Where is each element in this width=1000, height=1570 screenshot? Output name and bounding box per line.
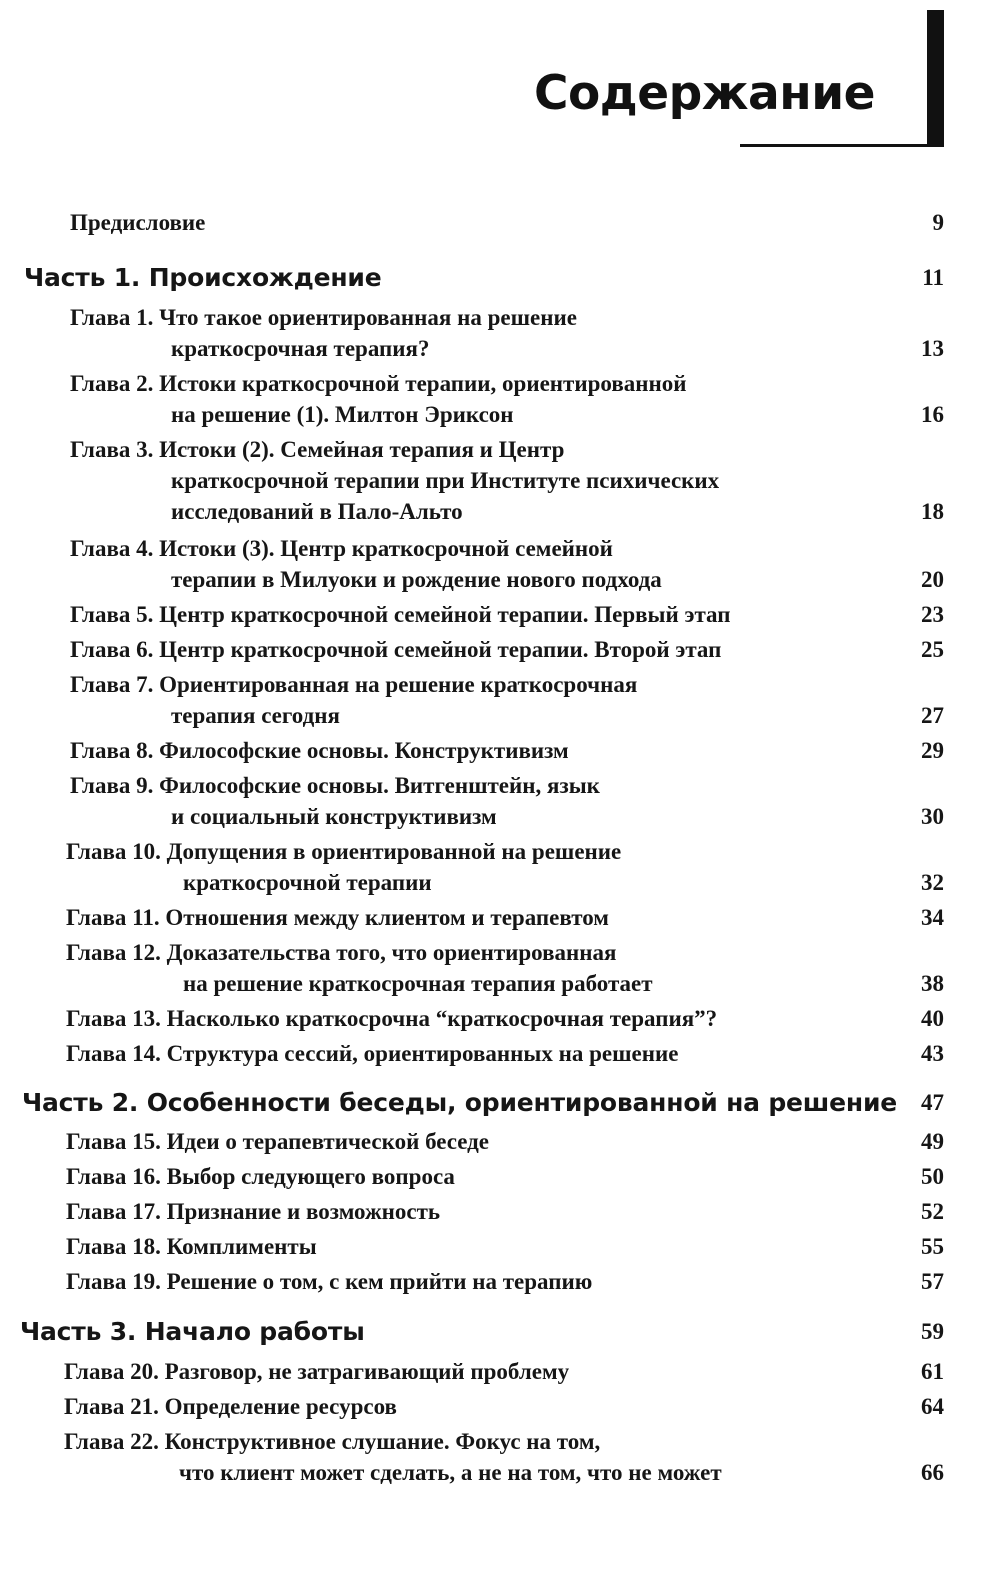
chapter-label: Глава 17. — [66, 1199, 161, 1224]
chapter-page: 40 — [921, 1006, 944, 1031]
preface-label: Предисловие — [70, 210, 206, 235]
chapter-label: Глава 18. — [66, 1234, 161, 1259]
chapter-label: Глава 21. — [64, 1394, 159, 1419]
chapter-page: 25 — [921, 637, 944, 662]
chapter-label: Глава 10. — [66, 839, 161, 864]
chapter-label: Глава 3. — [70, 437, 154, 462]
chapter-title-line: краткосрочная терапия? — [171, 336, 430, 361]
chapter-page: 61 — [921, 1359, 944, 1384]
chapter-page: 27 — [921, 703, 944, 728]
chapter-title-line: Структура сессий, ориентированных на решение — [166, 1041, 679, 1066]
chapter-label: Глава 22. — [64, 1429, 159, 1454]
part-2-page: 47 — [921, 1090, 944, 1115]
chapter-title-line: Разговор, не затрагивающий проблему — [164, 1359, 570, 1384]
chapter-title-line: Выбор следующего вопроса — [166, 1164, 455, 1189]
chapter-label: Глава 14. — [66, 1041, 161, 1066]
chapter-label: Глава 16. — [66, 1164, 161, 1189]
part-3-label: Часть 3. Начало работы — [20, 1317, 365, 1346]
chapter-title-line: Истоки краткосрочной терапии, ориентированной — [159, 371, 687, 396]
chapter-label: Глава 19. — [66, 1269, 161, 1294]
chapter-title-line: Центр краткосрочной семейной терапии. Второй этап — [159, 637, 722, 662]
chapter-title-line: терапия сегодня — [171, 703, 340, 728]
chapter-label: Глава 2. — [70, 371, 154, 396]
part-3-page: 59 — [921, 1319, 944, 1344]
header-bar — [927, 10, 944, 146]
chapter-page: 32 — [921, 870, 944, 895]
chapter-title-line: Насколько краткосрочна “краткосрочная терапия”? — [166, 1006, 718, 1031]
chapter-page: 55 — [921, 1234, 944, 1259]
chapter-title-line: что клиент может сделать, а не на том, что не может — [179, 1460, 722, 1485]
chapter-page: 64 — [921, 1394, 944, 1419]
chapter-page: 57 — [921, 1269, 944, 1294]
chapter-page: 29 — [921, 738, 944, 763]
chapter-label: Глава 5. — [70, 602, 154, 627]
chapter-page: 23 — [921, 602, 944, 627]
chapter-page: 13 — [921, 336, 944, 361]
chapter-title-line: Истоки (3). Центр краткосрочной семейной — [159, 536, 613, 561]
chapter-page: 50 — [921, 1164, 944, 1189]
toc-part-2[interactable] — [0, 1087, 1000, 1118]
chapter-title-line: Допущения в ориентированной на решение — [166, 839, 622, 864]
chapter-page: 43 — [921, 1041, 944, 1066]
chapter-label: Глава 13. — [66, 1006, 161, 1031]
chapter-label: Глава 8. — [70, 738, 154, 763]
chapter-page: 49 — [921, 1129, 944, 1154]
chapter-title-line: Решение о том, с кем прийти на терапию — [166, 1269, 593, 1294]
chapter-title-line: Ориентированная на решение краткосрочная — [159, 672, 638, 697]
chapter-page: 20 — [921, 567, 944, 592]
chapter-title-line: Философские основы. Конструктивизм — [159, 738, 569, 763]
chapter-page: 38 — [921, 971, 944, 996]
chapter-page: 18 — [921, 499, 944, 524]
chapter-title-line: Комплименты — [166, 1234, 317, 1259]
chapter-title-line: Конструктивное слушание. Фокус на том, — [164, 1429, 601, 1454]
chapter-title-line: Идеи о терапевтической беседе — [166, 1129, 490, 1154]
part-2-label: Часть 2. Особенности беседы, ориентированной на решение — [22, 1088, 898, 1117]
chapter-page: 52 — [921, 1199, 944, 1224]
chapter-title-line: краткосрочной терапии при Институте психических — [171, 468, 720, 493]
page-title: Содержание — [533, 66, 875, 121]
chapter-label: Глава 12. — [66, 940, 161, 965]
chapter-title-line: краткосрочной терапии — [183, 870, 432, 895]
chapter-title-line: Отношения между клиентом и терапевтом — [165, 905, 609, 930]
toc-part-1[interactable] — [0, 262, 1000, 293]
chapter-title-line: терапии в Милуоки и рождение нового подхода — [171, 567, 662, 592]
chapter-page: 66 — [921, 1460, 944, 1485]
chapter-label: Глава 7. — [70, 672, 154, 697]
chapter-title-line: Философские основы. Витгенштейн, язык — [159, 773, 600, 798]
chapter-page: 30 — [921, 804, 944, 829]
chapter-title-line: Признание и возможность — [166, 1199, 441, 1224]
chapter-label: Глава 15. — [66, 1129, 161, 1154]
preface-page: 9 — [932, 210, 944, 235]
chapter-label: Глава 1. — [70, 305, 154, 330]
chapter-page: 34 — [921, 905, 944, 930]
chapter-title-line: Что такое ориентированная на решение — [159, 305, 577, 330]
chapter-label: Глава 6. — [70, 637, 154, 662]
chapter-title-line: Доказательства того, что ориентированная — [166, 940, 617, 965]
part-1-page: 11 — [922, 265, 944, 290]
chapter-page: 16 — [921, 402, 944, 427]
chapter-label: Глава 20. — [64, 1359, 159, 1384]
chapter-title-line: на решение (1). Милтон Эриксон — [171, 402, 514, 427]
toc-part-3[interactable] — [0, 1316, 1000, 1347]
part-1-label: Часть 1. Происхождение — [24, 263, 382, 292]
chapter-label: Глава 11. — [66, 905, 160, 930]
chapter-title-line: Центр краткосрочной семейной терапии. Первый этап — [159, 602, 731, 627]
chapter-title-line: Истоки (2). Семейная терапия и Центр — [159, 437, 565, 462]
toc-preface[interactable] — [0, 207, 1000, 238]
chapter-label: Глава 9. — [70, 773, 154, 798]
header-rule — [740, 144, 944, 147]
chapter-label: Глава 4. — [70, 536, 154, 561]
chapter-title-line: Определение ресурсов — [164, 1394, 397, 1419]
chapter-title-line: исследований в Пало-Альто — [171, 499, 463, 524]
chapter-title-line: на решение краткосрочная терапия работает — [183, 971, 653, 996]
chapter-title-line: и социальный конструктивизм — [171, 804, 497, 829]
